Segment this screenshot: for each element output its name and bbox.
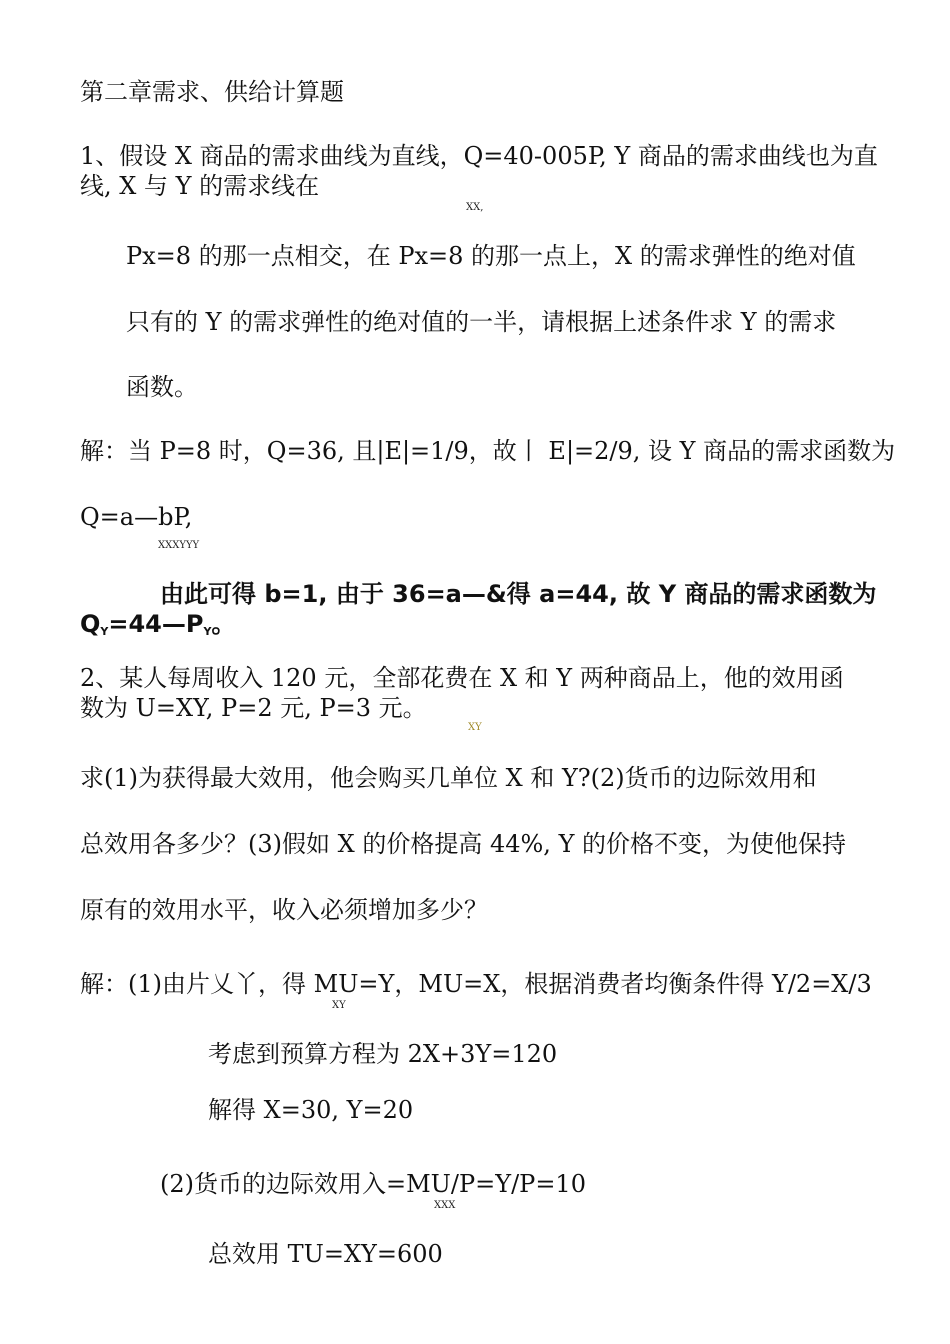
answer-2-note-2: XXX (434, 1200, 456, 1211)
question-2-line-5: 原有的效用水平，收入必须增加多少？ (80, 896, 488, 924)
question-1-line-3: Px=8 的那一点相交，在 Px=8 的那一点上，X 的需求弹性的绝对值 (126, 242, 856, 270)
answer-1-line-3: 由此可得 b=1, 由于 36=a—&得 a=44, 故 Y 商品的需求函数为 (160, 580, 877, 608)
answer-1-sub-1: Y (100, 625, 109, 638)
question-2-line-2: 数为 U=XY, P=2 元, P=3 元。 (80, 694, 427, 722)
answer-1-sub-2: Y (203, 625, 212, 638)
answer-1-note: XXXYYY (158, 540, 200, 551)
question-1-line-1: 1、假设 X 商品的需求曲线为直线，Q=40-005P, Y 商品的需求曲线也为直 (80, 142, 878, 170)
question-2-line-1: 2、某人每周收入 120 元，全部花费在 X 和 Y 两种商品上，他的效用函 (80, 664, 844, 692)
answer-1-line-1: 解：当 P=8 时，Q=36, 且|E|=1/9，故丨 E|=2/9, 设 Y 商品的需求函数为 (80, 437, 896, 465)
question-1-line-5: 函数。 (126, 373, 198, 401)
answer-2-note-1: XY (332, 1000, 346, 1011)
answer-1-mid: =44—P (108, 610, 204, 638)
answer-2-line-4: (2)货币的边际效用入=MU/P=Y/P=10 (160, 1170, 586, 1198)
answer-2-line-1: 解：(1)由片乂丫，得 MU=Y，MU=X，根据消费者均衡条件得 Y/2=X/3 (80, 970, 872, 998)
question-1-line-2: 线, X 与 Y 的需求线在 (80, 172, 320, 200)
question-2-line-3: 求(1)为获得最大效用，他会购买几单位 X 和 Y?(2)货币的边际效用和 (80, 764, 817, 792)
answer-1-end: 。 (211, 610, 236, 638)
answer-2-line-3: 解得 X=30, Y=20 (208, 1096, 414, 1124)
answer-1-line-4 (80, 610, 235, 646)
question-1-note: XX, (466, 202, 484, 213)
question-2-note: XY (468, 722, 482, 733)
answer-2-line-2: 考虑到预算方程为 2X+3Y=120 (208, 1040, 558, 1068)
chapter-title: 第二章需求、供给计算题 (80, 78, 344, 106)
question-1-line-4: 只有的 Y 的需求弹性的绝对值的一半，请根据上述条件求 Y 的需求 (126, 308, 837, 336)
answer-1-line-2: Q=a—bP, (80, 503, 193, 531)
question-2-line-4: 总效用各多少？(3)假如 X 的价格提高 44%, Y 的价格不变，为使他保持 (80, 830, 847, 858)
answer-1-q: Q (80, 610, 101, 638)
answer-2-line-5: 总效用 TU=XY=600 (208, 1240, 443, 1268)
